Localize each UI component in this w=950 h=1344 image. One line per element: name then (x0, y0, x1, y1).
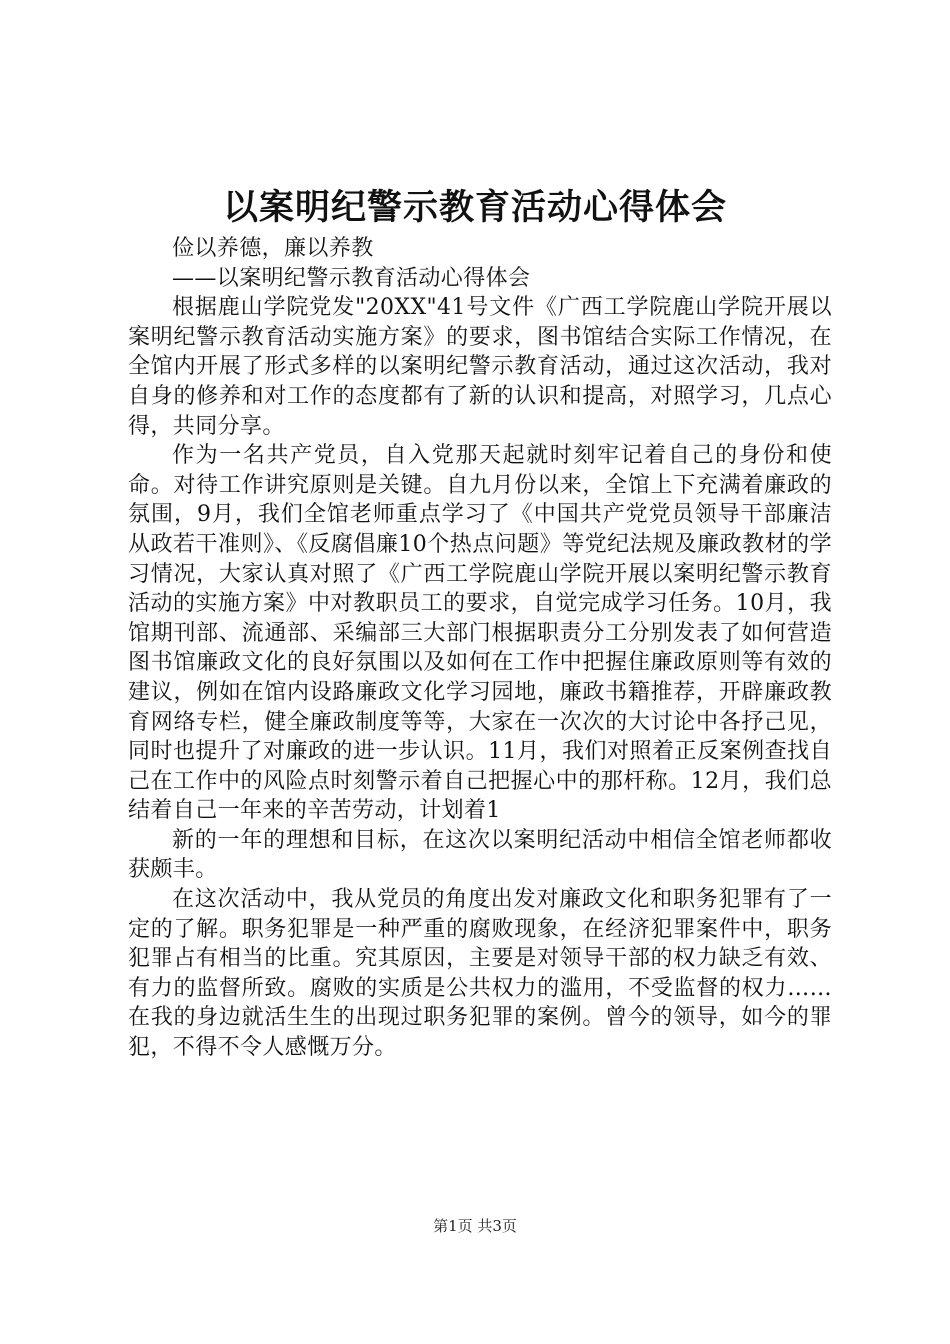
paragraph-1: 根据鹿山学院党发"20XX"41号文件《广西工学院鹿山学院开展以案明纪警示教育活动实施方案》的要求，图书馆结合实际工作情况，在全馆内开展了形式多样的以案明纪警示教育活动，通过这次活动，我对自身的修养和对工作的态度都有了新的认识和提高，对照学习，几点心得，共同分享。 (128, 295, 832, 439)
subtitle-dash: ——以案明纪警示教育活动心得体会 (172, 265, 531, 291)
subtitle-motto: 俭以养德，廉以养教 (172, 236, 374, 261)
paragraph-3: 新的一年的理想和目标，在这次以案明纪活动中相信全馆老师都收获颇丰。 (128, 827, 832, 883)
document-body (128, 234, 832, 1063)
document-title: 以案明纪警示教育活动心得体会 (222, 187, 727, 228)
paragraph-2: 作为一名共产党员，自入党那天起就时刻牢记着自己的身份和使命。对待工作讲究原则是关键。自九月份以来，全馆上下充满着廉政的氛围，9月，我们全馆老师重点学习了《中国共产党党员领导干部廉洁从政若干准则》、《反腐倡廉10个热点问题》等党纪法规及廉政教材的学习情况，大家认真对照了《广西工学院鹿山学院开展以案明纪警示教育活动的实施方案》中对教职员工的要求，自觉完成学习任务。10月，我馆期刊部、流通部、采编部三大部门根据职责分工分别发表了如何营造图书馆廉政文化的良好氛围以及如何在工作中把握住廉政原则等有效的建议，例如在馆内设路廉政文化学习园地，廉政书籍推荐，开辟廉政教育网络专栏，健全廉政制度等等，大家在一次次的大讨论中各抒己见，同时也提升了对廉政的进一步认识。11月，我们对照着正反案例查找自己在工作中的风险点时刻警示着自己把握心中的那杆称。12月，我们总结着自己一年来的辛苦劳动，计划着1 (128, 443, 832, 824)
paragraph-4: 在这次活动中，我从党员的角度出发对廉政文化和职务犯罪有了一定的了解。职务犯罪是一种严重的腐败现象，在经济犯罪案件中，职务犯罪占有相当的比重。究其原因，主要是对领导干部的权力缺乏有效、有力的监督所致。腐败的实质是公共权力的滥用，不受监督的权力……在我的身边就活生生的出现过职务犯罪的案例。曾今的领导，如今的罪犯，不得不令人感慨万分。 (128, 887, 832, 1061)
page-footer: 第1页 共3页 (433, 1217, 517, 1235)
